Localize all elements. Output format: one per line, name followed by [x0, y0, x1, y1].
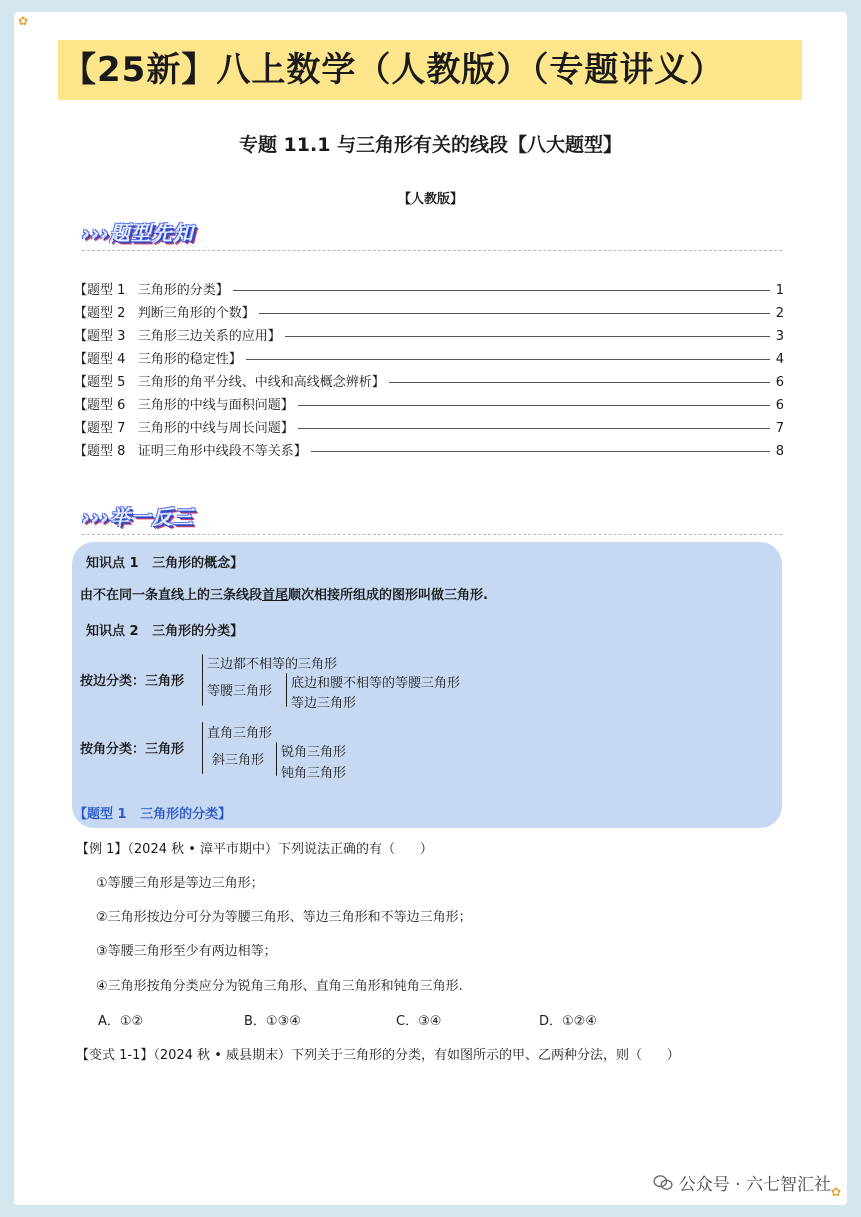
watermark-text: 公众号 · 六七智汇社 [678, 1175, 831, 1195]
tree-node: 等腰三角形 [207, 684, 273, 699]
toc-item[interactable]: 【题型 8 证明三角形中线段不等关系】 8 [74, 444, 784, 459]
brace-icon [202, 654, 203, 706]
option-a[interactable]: A．①② [98, 1014, 144, 1029]
statement-3: ③等腰三角形至少有两边相等； [96, 944, 277, 959]
brace-icon [202, 722, 203, 774]
tree-node: 直角三角形 [207, 726, 273, 741]
toc-item[interactable]: 【题型 3 三角形三边关系的应用】 3 [74, 329, 784, 344]
brace-icon [276, 742, 277, 776]
option-c[interactable]: C．③④ [396, 1014, 442, 1029]
wechat-icon [653, 1175, 673, 1191]
edition-label: 【人教版】 [397, 192, 463, 207]
variant-1-1-stem: 【变式 1-1】（2024 秋 • 威县期末）下列关于三角形的分类，有如图所示的甲、乙两种分法，则（ ） [76, 1048, 680, 1063]
tree-node: 等边三角形 [291, 696, 357, 711]
banner-title: 【25新】八上数学（人教版）（专题讲义） [58, 40, 802, 100]
type-1-title: 【题型 1 三角形的分类】 [74, 807, 232, 822]
knowledge-point-2-title: 知识点 2 三角形的分类】 [86, 624, 244, 639]
tree-node: 钝角三角形 [281, 766, 347, 781]
section-header-preview [82, 214, 782, 251]
option-b[interactable]: B．①③④ [244, 1014, 301, 1029]
option-d[interactable]: D．①②④ [539, 1014, 597, 1029]
table-of-contents [74, 279, 784, 463]
knowledge-point-1-definition: 由不在同一条直线上的三条线段首尾顺次相接所组成的图形叫做三角形. [80, 588, 488, 603]
toc-item[interactable]: 【题型 7 三角形的中线与周长问题】 7 [74, 421, 784, 436]
statement-2: ②三角形按边分可分为等腰三角形、等边三角形和不等边三角形； [96, 910, 472, 925]
example-1-stem: 【例 1】（2024 秋 • 漳平市期中）下列说法正确的有（ ） [76, 842, 433, 857]
tree-node: 斜三角形 [212, 753, 265, 768]
knowledge-point-1-title: 知识点 1 三角形的概念】 [86, 556, 244, 571]
toc-item[interactable]: 【题型 1 三角形的分类】 1 [74, 283, 784, 298]
tree-node: 三边都不相等的三角形 [207, 657, 338, 672]
classify-by-side-label: 按边分类：三角形 [80, 674, 185, 689]
toc-item[interactable]: 【题型 4 三角形的稳定性】 4 [74, 352, 784, 367]
corner-decoration-icon: ✿ [18, 14, 29, 28]
tree-node: 锐角三角形 [281, 745, 347, 760]
toc-item[interactable]: 【题型 2 判断三角形的个数】 2 [74, 306, 784, 321]
classify-by-angle-label: 按角分类：三角形 [80, 742, 185, 757]
corner-decoration-icon: ✿ [830, 1185, 841, 1199]
statement-4: ④三角形按角分类应分为锐角三角形、直角三角形和钝角三角形. [96, 979, 463, 994]
section-header-practice [82, 498, 782, 535]
watermark [653, 1170, 831, 1195]
document-title: 专题 11.1 与三角形有关的线段【八大题型】 [238, 134, 623, 156]
toc-item[interactable]: 【题型 6 三角形的中线与面积问题】 6 [74, 398, 784, 413]
toc-item[interactable]: 【题型 5 三角形的角平分线、中线和高线概念辨析】 6 [74, 375, 784, 390]
statement-1: ①等腰三角形是等边三角形； [96, 876, 264, 891]
section-header-text: ›››举一反三 [82, 505, 194, 529]
brace-icon [286, 673, 287, 707]
tree-node: 底边和腰不相等的等腰三角形 [291, 676, 461, 691]
section-header-text: ›››题型先知 [82, 221, 194, 245]
